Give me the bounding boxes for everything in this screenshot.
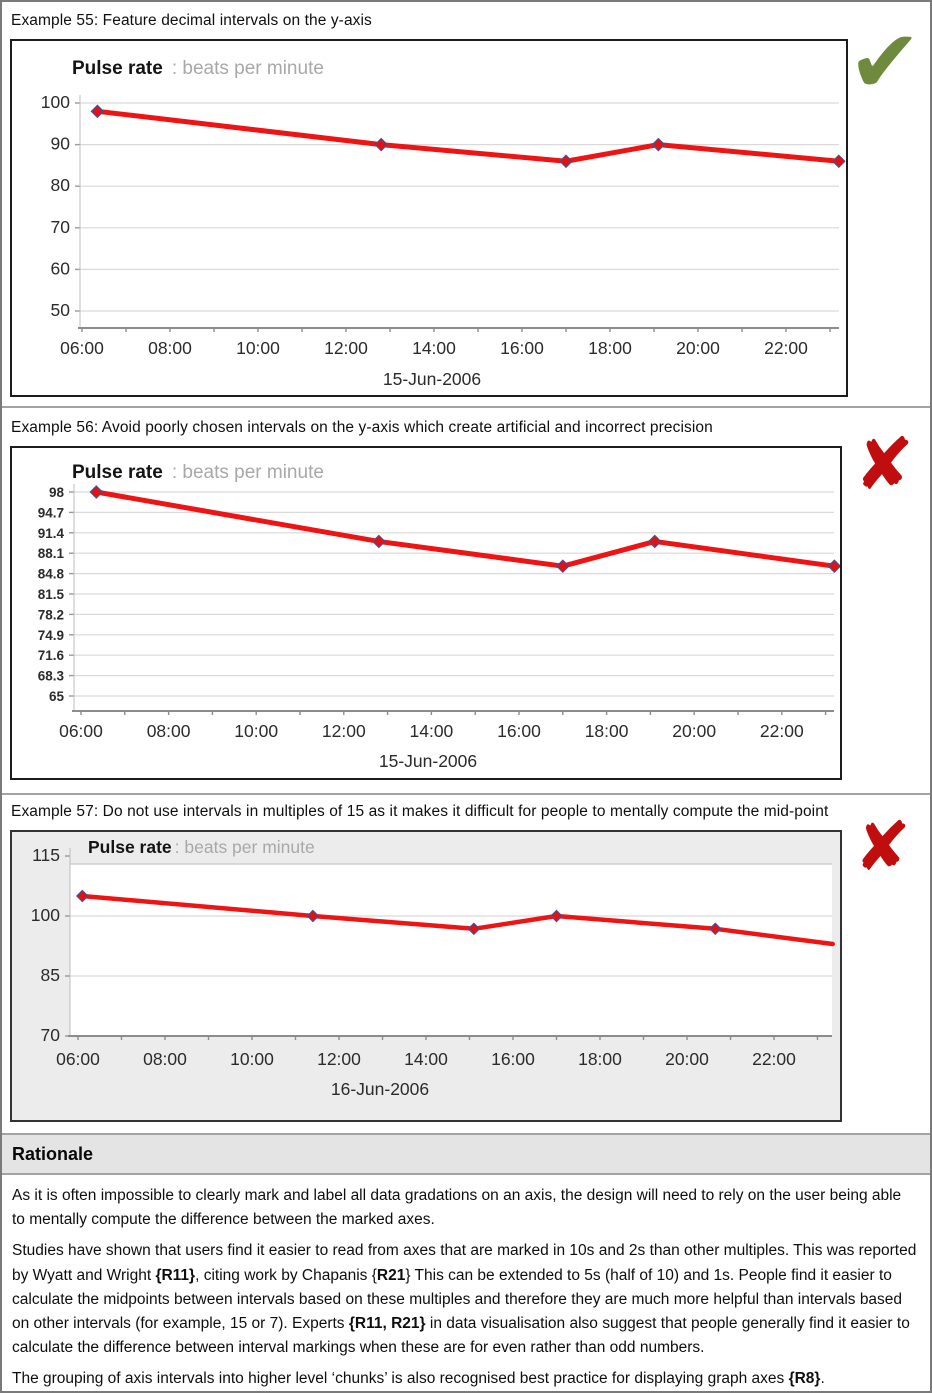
y-axis-tick-label: 50 — [50, 300, 70, 320]
pulse-chart-example-55 — [10, 39, 848, 397]
y-axis-tick-label: 70 — [40, 1025, 60, 1045]
y-axis-tick-label: 100 — [30, 905, 60, 925]
y-axis-tick-label: 78.2 — [37, 607, 64, 623]
x-axis-tick-label: 22:00 — [759, 721, 804, 741]
x-axis-date-label: 15-Jun-2006 — [382, 369, 482, 389]
x-axis-tick-label: 12:00 — [317, 1049, 361, 1069]
x-axis-tick-label: 14:00 — [409, 721, 454, 741]
pulse-chart-svg-1 — [12, 41, 846, 395]
data-point-marker — [557, 560, 569, 572]
x-axis-tick-label: 20:00 — [665, 1049, 709, 1069]
x-axis-tick-label: 08:00 — [148, 338, 192, 358]
x-axis-tick-label: 22:00 — [752, 1049, 796, 1069]
y-axis-tick-label: 65 — [48, 689, 64, 704]
cross-icon-56: ✘ — [854, 422, 915, 506]
y-axis-tick-label: 90 — [50, 133, 70, 154]
y-axis-tick-label: 88.1 — [37, 546, 64, 562]
y-axis-tick-label: 115 — [32, 845, 60, 865]
pulse-chart-example-57 — [10, 830, 842, 1122]
chart-title: Pulse rate : beats per minute — [72, 462, 324, 483]
y-axis-tick-label: 71.6 — [37, 648, 64, 664]
y-axis-tick-label: 100 — [40, 92, 70, 112]
series-line — [96, 492, 834, 566]
x-axis-tick-label: 16:00 — [491, 1049, 535, 1069]
data-point-marker — [373, 535, 385, 547]
rationale-title: Rationale — [12, 1143, 94, 1164]
checkmark-icon: ✔ — [848, 10, 922, 113]
pulse-chart-example-56 — [10, 446, 842, 780]
x-axis-tick-label: 12:00 — [321, 721, 366, 741]
x-axis-tick-label: 14:00 — [404, 1049, 448, 1069]
data-point-marker — [828, 560, 840, 572]
y-axis-tick-label: 68.3 — [37, 668, 64, 684]
data-point-marker — [375, 139, 387, 151]
chart-title: Pulse rate : beats per minute — [72, 58, 324, 79]
y-axis-tick-label: 80 — [50, 175, 70, 196]
series-line — [97, 111, 838, 161]
y-axis-tick-label: 84.8 — [37, 566, 64, 582]
x-axis-tick-label: 08:00 — [143, 1049, 187, 1069]
pulse-chart-svg-3 — [12, 832, 840, 1120]
chart-title: Pulse rate : beats per minute — [88, 837, 315, 857]
data-point-marker — [90, 486, 102, 498]
rationale-header-bar — [2, 1135, 930, 1173]
y-axis-tick-label: 85 — [40, 965, 60, 985]
example-57-header: Example 57: Do not use intervals in multiples of 15 as it makes it difficult for people to mentally compute the mid-point — [11, 803, 829, 820]
data-point-marker — [649, 535, 661, 547]
x-axis-tick-label: 18:00 — [578, 1049, 622, 1069]
plot-area — [70, 864, 832, 1036]
data-point-marker — [652, 139, 664, 151]
x-axis-tick-label: 06:00 — [60, 338, 104, 358]
example-55-header: Example 55: Feature decimal intervals on the y-axis — [11, 12, 372, 29]
x-axis-tick-label: 12:00 — [324, 338, 368, 358]
x-axis-tick-label: 08:00 — [146, 721, 191, 741]
row-divider — [2, 793, 930, 795]
x-axis-tick-label: 14:00 — [412, 338, 456, 358]
y-axis-tick-label: 60 — [50, 258, 70, 279]
x-axis-tick-label: 06:00 — [59, 721, 103, 741]
y-axis-tick-label: 91.4 — [37, 525, 64, 541]
x-axis-date-label: 16-Jun-2006 — [330, 1079, 430, 1099]
data-point-marker — [833, 155, 845, 167]
example-56-header: Example 56: Avoid poorly chosen intervals on the y-axis which create artificial and incorrect precision — [11, 419, 713, 436]
x-axis-tick-label: 10:00 — [236, 338, 280, 358]
y-axis-tick-label: 98 — [48, 485, 64, 500]
rationale-paragraph: Studies have shown that users find it easier to read from axes that are marked in 10s and 2s than other multiples. This was reported by Wyatt and Wright {R11}, citing work by Chapanis {R21} This can be extended to 5s (half of 10) and 1s. People find it easier to calculate the midpoints between intervals based on these multiples and therefore they are much more helpful than intervals based on other intervals (for example, 15 or 7). Experts {R11, R21} in data visualisation also suggest that people generally find it easier to calculate the difference between interval markings when these are for even rather than odd numbers. — [12, 1242, 917, 1357]
data-point-marker — [91, 105, 103, 117]
y-axis-tick-label: 74.9 — [37, 627, 64, 643]
x-axis-tick-label: 20:00 — [676, 338, 720, 358]
x-axis-tick-label: 06:00 — [56, 1049, 100, 1069]
x-axis-tick-label: 16:00 — [497, 721, 541, 741]
y-axis-tick-label: 70 — [50, 216, 70, 237]
y-axis-tick-label: 81.5 — [37, 587, 64, 602]
rationale-paragraph: As it is often impossible to clearly mark and label all data gradations on an axis, the design will need to rely on the user being able to mentally compute the difference between the marked axes. — [12, 1187, 902, 1229]
x-axis-tick-label: 10:00 — [234, 721, 279, 741]
x-axis-tick-label: 16:00 — [500, 338, 544, 358]
cross-icon-57: ✘ — [854, 808, 911, 887]
row-divider — [2, 406, 930, 408]
x-axis-tick-label: 22:00 — [764, 338, 808, 358]
pulse-chart-svg-2 — [12, 448, 840, 778]
y-axis-tick-label: 94.7 — [37, 505, 64, 521]
rationale-paragraph: The grouping of axis intervals into higher level ‘chunks’ is also recognised best practice for displaying graph axes {R8}. — [12, 1370, 825, 1388]
x-axis-tick-label: 18:00 — [584, 721, 629, 741]
data-point-marker — [560, 155, 572, 167]
rationale-body-text — [2, 1175, 930, 1393]
x-axis-tick-label: 18:00 — [588, 338, 632, 358]
x-axis-date-label: 15-Jun-2006 — [378, 751, 478, 771]
x-axis-tick-label: 10:00 — [230, 1049, 274, 1069]
x-axis-tick-label: 20:00 — [672, 721, 717, 741]
